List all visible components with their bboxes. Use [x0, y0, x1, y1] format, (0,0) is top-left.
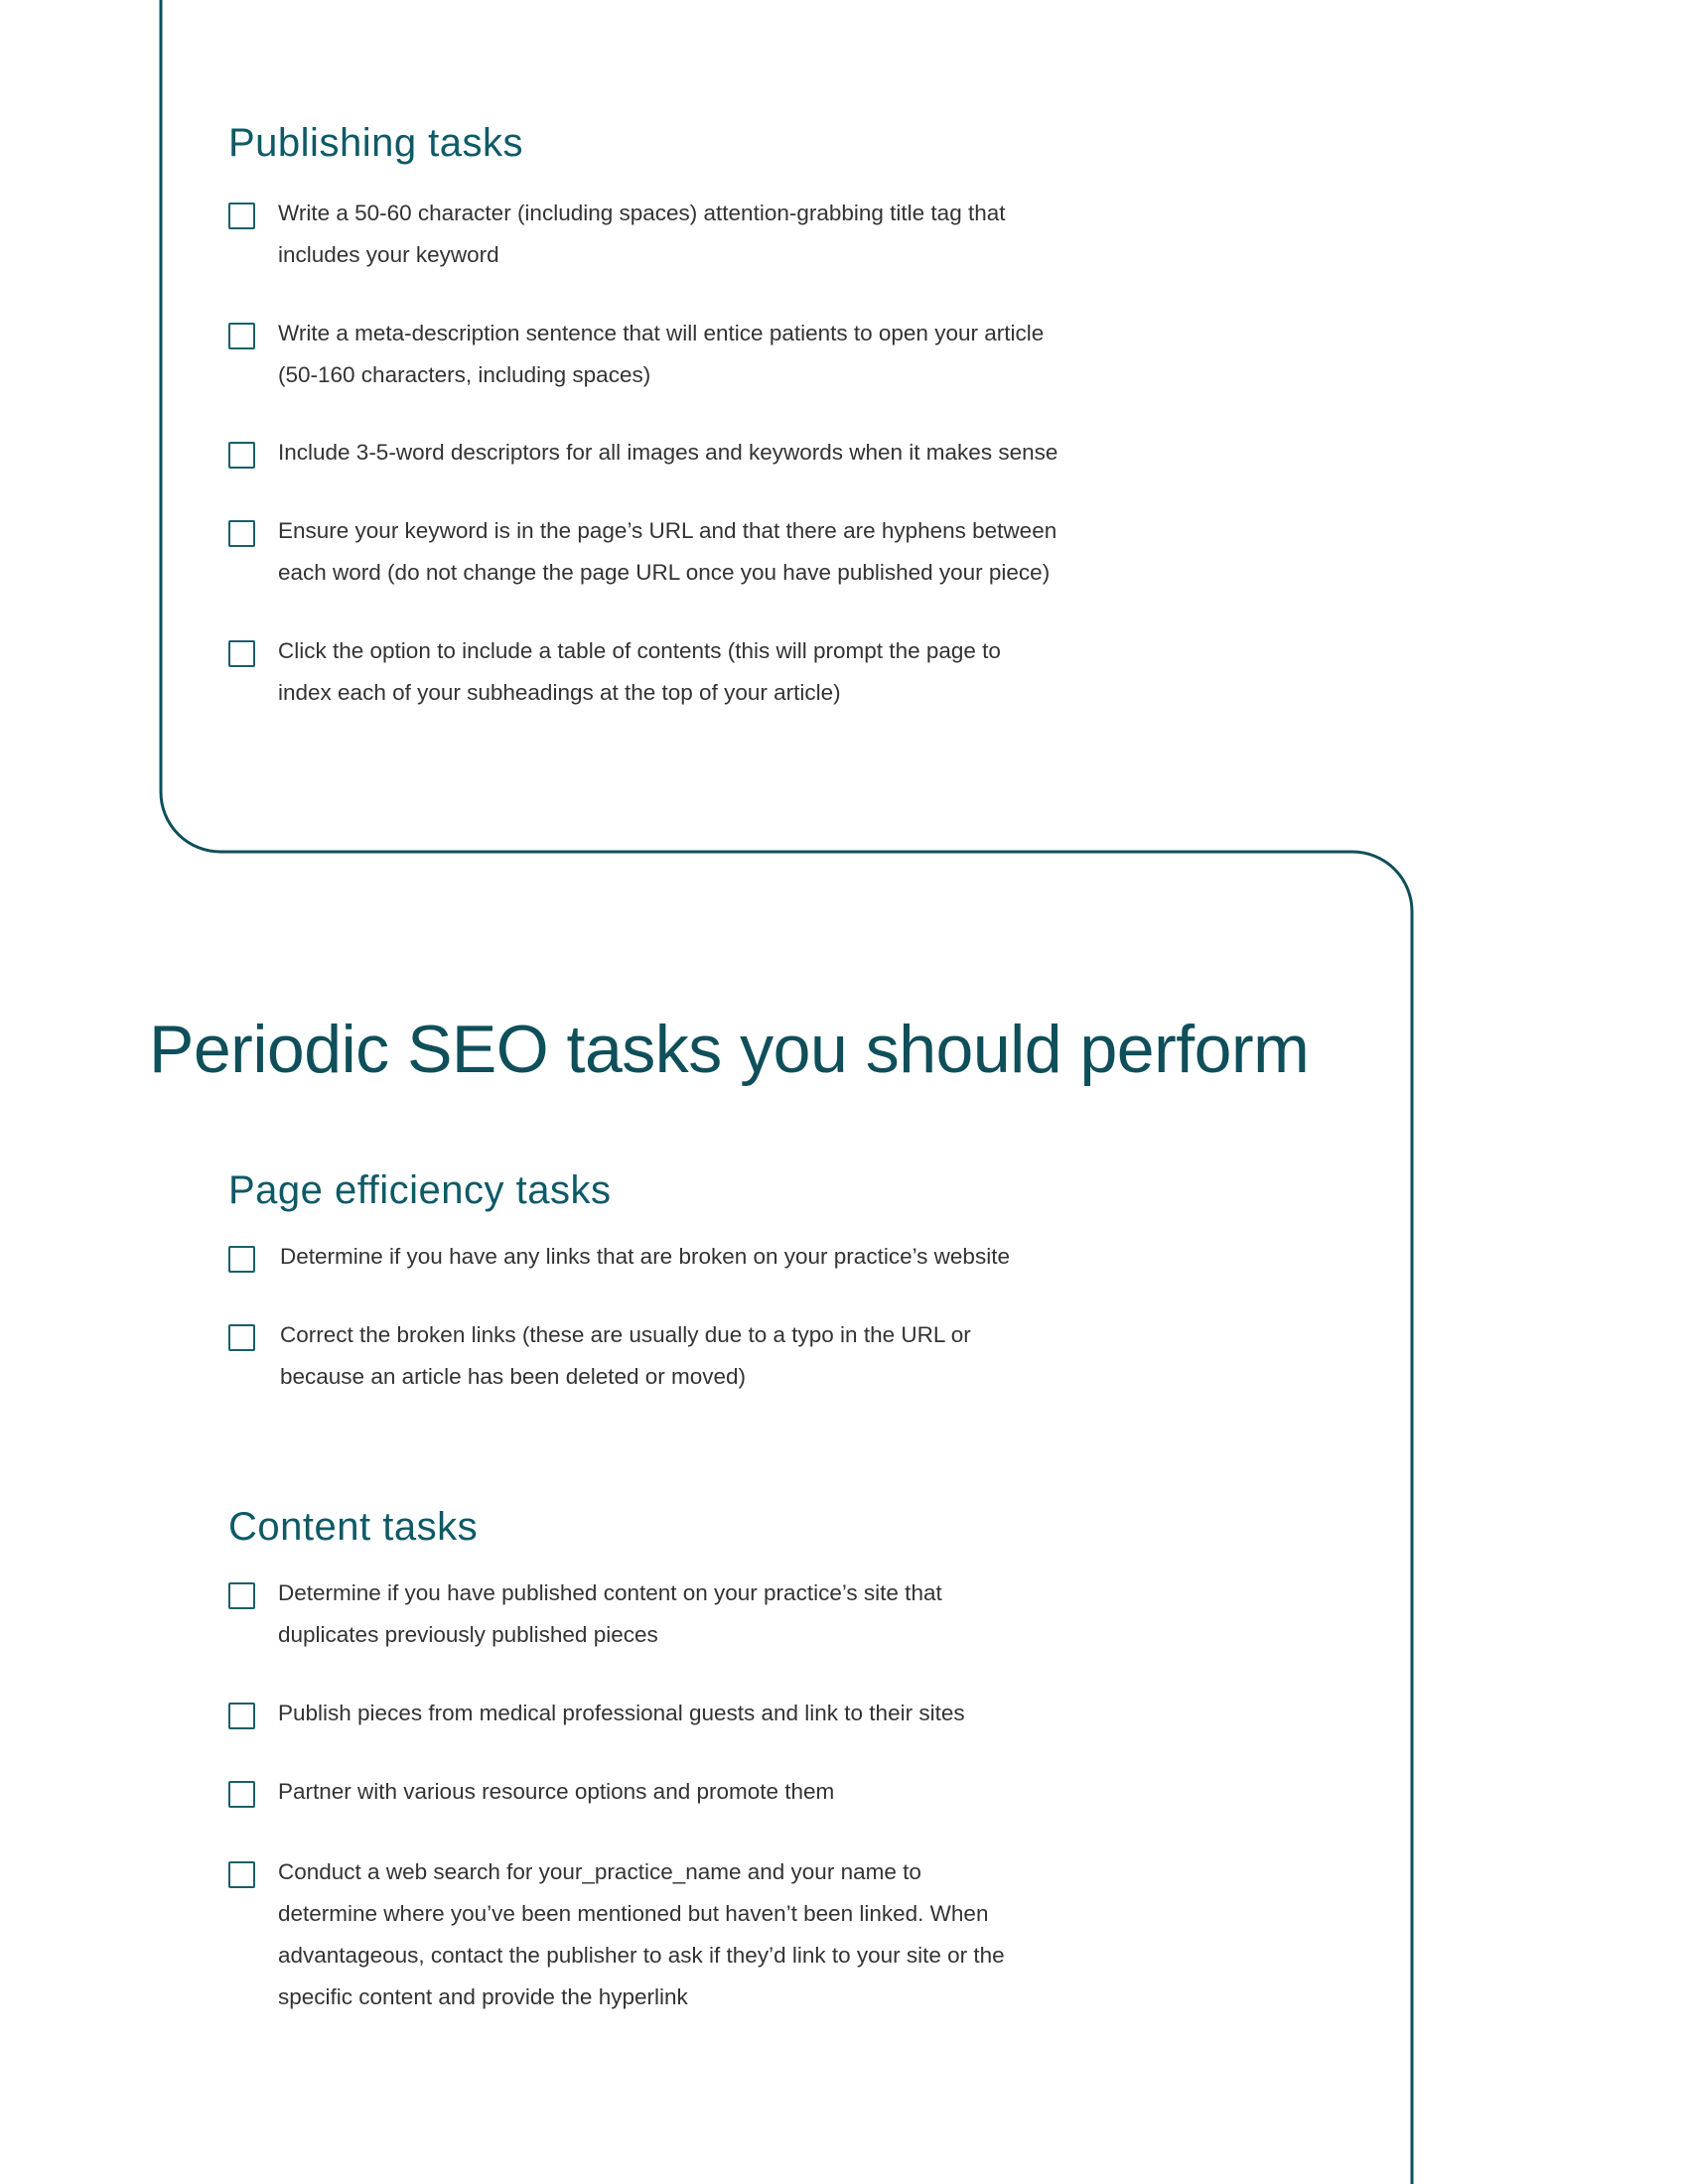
- checkbox[interactable]: [228, 1582, 255, 1609]
- checkbox[interactable]: [228, 640, 255, 667]
- checkbox[interactable]: [228, 442, 255, 469]
- content-tasks-heading: Content tasks: [228, 1505, 479, 1549]
- publishing-task-5: [228, 636, 1122, 714]
- content-task-4: [228, 1857, 1122, 2018]
- content-task-1: [228, 1578, 1122, 1656]
- checkbox[interactable]: [228, 323, 255, 349]
- task-label: Ensure your keyword is in the page’s URL and that there are hyphens between each word (do not change the page URL once you have published your piece): [278, 518, 1057, 585]
- task-label: Determine if you have published content on your practice’s site that duplicates previously published pieces: [278, 1580, 942, 1647]
- task-label: Click the option to include a table of contents (this will prompt the page to index each of your subheadings at the top of your article): [278, 638, 1001, 705]
- checkbox[interactable]: [228, 1861, 255, 1888]
- publishing-task-2: [228, 319, 1122, 396]
- checkbox[interactable]: [228, 1781, 255, 1808]
- task-label: Determine if you have any links that are broken on your practice’s website: [280, 1244, 1010, 1269]
- publishing-task-3: [228, 438, 1122, 474]
- checkbox[interactable]: [228, 520, 255, 547]
- publishing-task-4: [228, 516, 1122, 594]
- publishing-tasks-heading: Publishing tasks: [228, 121, 524, 165]
- publishing-task-1: [228, 199, 1122, 276]
- task-label: Write a meta-description sentence that will entice patients to open your article (50-160 characters, including spaces): [278, 321, 1045, 387]
- task-label: Correct the broken links (these are usually due to a typo in the URL or because an article has been deleted or moved): [280, 1322, 971, 1389]
- page-title: Periodic SEO tasks you should perform: [149, 1012, 1310, 1087]
- checkbox[interactable]: [228, 203, 255, 229]
- task-label: Include 3-5-word descriptors for all images and keywords when it makes sense: [278, 440, 1058, 465]
- efficiency-task-1: [228, 1242, 1122, 1278]
- task-label: Conduct a web search for your_practice_name and your name to determine where you’ve been mentioned but haven’t been linked. When advantageous, contact the publisher to ask if they’d link to your site or the specific content and provide the hyperlink: [278, 1859, 1005, 2009]
- content-task-2: [228, 1699, 1122, 1734]
- checkbox[interactable]: [228, 1324, 255, 1351]
- content-task-3: [228, 1777, 1122, 1813]
- checkbox[interactable]: [228, 1246, 255, 1273]
- task-label: Write a 50-60 character (including spaces) attention-grabbing title tag that includes your keyword: [278, 201, 1006, 267]
- efficiency-task-2: [228, 1320, 1122, 1398]
- task-label: Partner with various resource options and promote them: [278, 1779, 835, 1804]
- page-efficiency-heading: Page efficiency tasks: [228, 1168, 612, 1212]
- checkbox[interactable]: [228, 1703, 255, 1729]
- task-label: Publish pieces from medical professional guests and link to their sites: [278, 1701, 965, 1725]
